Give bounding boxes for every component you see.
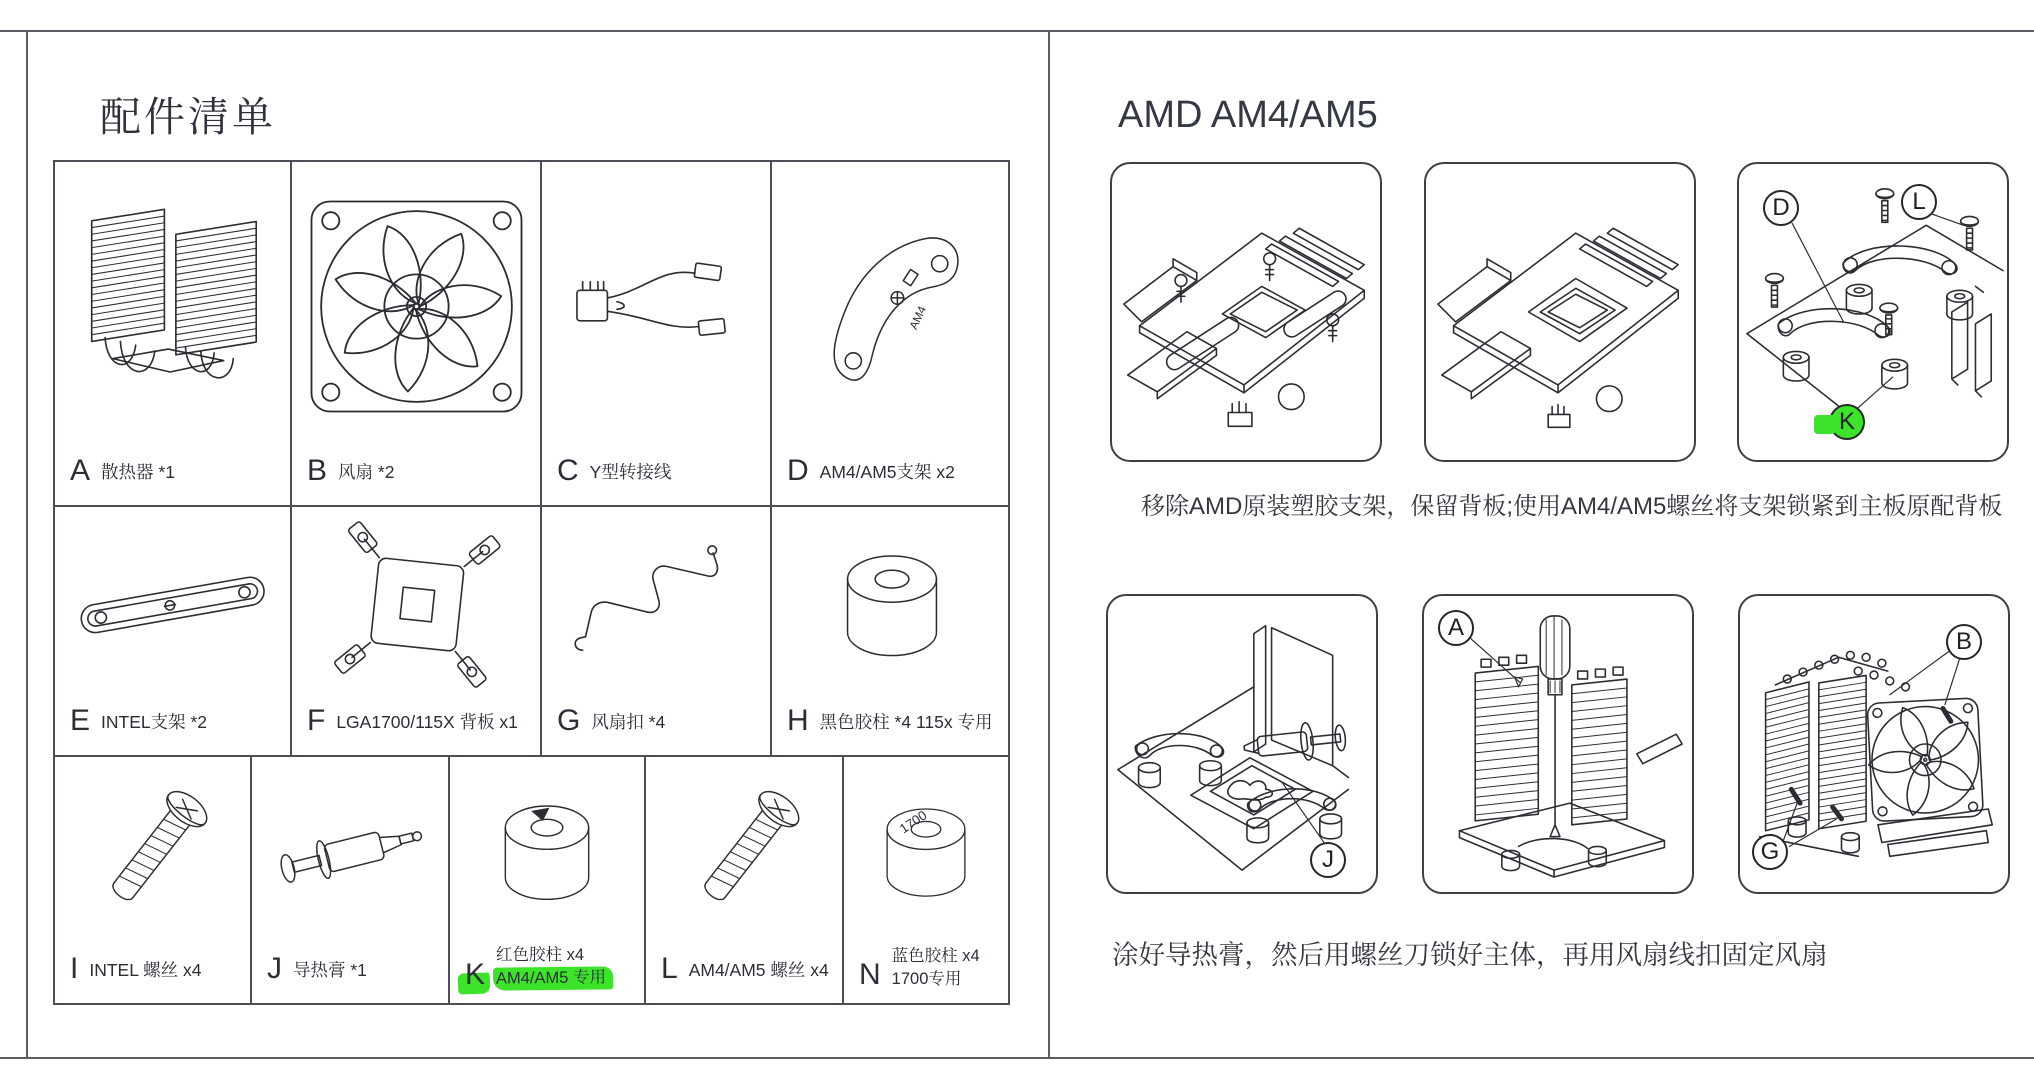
step2-panel-fan-mount bbox=[1738, 594, 2010, 894]
part-cell-k bbox=[450, 757, 646, 1003]
part-cell-i bbox=[55, 757, 252, 1003]
heatsink-icon bbox=[55, 162, 290, 450]
green-highlight: AM4/AM5 专用 bbox=[493, 966, 613, 991]
part-cell-l bbox=[646, 757, 844, 1003]
step2-panel-apply-paste bbox=[1106, 594, 1378, 894]
callout-k-highlighted: K bbox=[1829, 404, 1865, 440]
callout-d: D bbox=[1763, 190, 1799, 226]
fan-icon bbox=[292, 162, 540, 450]
callout-a: A bbox=[1438, 610, 1474, 646]
part-cell-n bbox=[844, 757, 1008, 1003]
part-cell-a bbox=[55, 162, 292, 507]
part-letter: L bbox=[661, 952, 678, 985]
step2-panel-screwdriver bbox=[1422, 594, 1694, 894]
part-desc: 风扇 *2 bbox=[338, 461, 395, 482]
step1-panel-install-bracket bbox=[1737, 162, 2009, 462]
black-standoff-icon bbox=[772, 507, 1010, 700]
top-rule bbox=[0, 30, 2034, 32]
y-splitter-cable-icon bbox=[542, 162, 770, 450]
am4-am5-screw-icon bbox=[646, 757, 842, 948]
part-desc: 蓝色胶柱 x4 1700专用 bbox=[891, 947, 980, 988]
part-desc: 黑色胶柱 *4 115x 专用 bbox=[819, 711, 993, 732]
part-desc: 导热膏 *1 bbox=[293, 959, 367, 980]
svg-text:AM4: AM4 bbox=[907, 304, 930, 332]
backplate-icon bbox=[292, 507, 540, 700]
part-letter: B bbox=[307, 454, 328, 487]
intel-screw-icon bbox=[55, 757, 250, 948]
part-letter: I bbox=[70, 952, 79, 985]
part-desc: INTEL支架 *2 bbox=[101, 711, 208, 732]
part-letter: N bbox=[859, 958, 881, 991]
part-letter: D bbox=[787, 454, 809, 487]
step1-panel-bare-socket bbox=[1424, 162, 1696, 462]
part-desc: INTEL 螺丝 x4 bbox=[89, 959, 202, 980]
part-cell-b bbox=[292, 162, 542, 507]
am4-am5-bracket-icon bbox=[772, 162, 1010, 450]
parts-grid bbox=[53, 160, 1010, 1005]
step1-caption: 移除AMD原装塑胶支架，保留背板;使用AM4/AM5螺丝将支架锁紧到主板原配背板 bbox=[1141, 493, 2003, 520]
motherboard-bare-socket-illustration bbox=[1426, 164, 1694, 460]
part-letter: E bbox=[70, 704, 91, 737]
part-letter: C bbox=[557, 454, 579, 487]
part-desc: 红色胶柱 x4 AM4/AM5 专用 bbox=[496, 944, 613, 990]
part-cell-c bbox=[542, 162, 772, 507]
motherboard-stock-bracket-illustration bbox=[1112, 164, 1380, 460]
left-edge-rule bbox=[26, 30, 28, 1057]
blue-standoff-icon bbox=[844, 757, 1008, 945]
parts-list-title: 配件清单 bbox=[100, 94, 276, 140]
callout-j: J bbox=[1310, 842, 1346, 878]
intel-bracket-icon bbox=[55, 507, 290, 700]
bottom-rule bbox=[0, 1057, 2034, 1059]
part-cell-d bbox=[772, 162, 1010, 507]
part-letter: H bbox=[787, 704, 809, 737]
part-desc: AM4/AM5支架 x2 bbox=[819, 461, 955, 482]
part-letter: J bbox=[267, 952, 282, 985]
part-cell-g bbox=[542, 507, 772, 757]
callout-g: G bbox=[1752, 834, 1788, 870]
part-letter: G bbox=[557, 704, 581, 737]
step1-panel-remove-bracket bbox=[1110, 162, 1382, 462]
part-desc: 风扇扣 *4 bbox=[591, 711, 666, 732]
amd-section-title: AMD AM4/AM5 bbox=[1118, 94, 1378, 136]
part-cell-f bbox=[292, 507, 542, 757]
part-cell-h bbox=[772, 507, 1010, 757]
part-cell-e bbox=[55, 507, 292, 757]
part-letter-highlighted: K bbox=[465, 958, 486, 991]
red-standoff-icon bbox=[450, 757, 644, 944]
part-desc: Y型转接线 bbox=[589, 461, 672, 482]
part-desc: 散热器 *1 bbox=[101, 461, 175, 482]
step2-caption: 涂好导热膏，然后用螺丝刀锁好主体，再用风扇线扣固定风扇 bbox=[1112, 940, 1828, 970]
center-divider bbox=[1048, 30, 1050, 1057]
part-cell-j bbox=[252, 757, 450, 1003]
part-desc: LGA1700/115X 背板 x1 bbox=[336, 711, 518, 732]
callout-l: L bbox=[1901, 184, 1937, 220]
svg-text:1700: 1700 bbox=[896, 807, 930, 837]
part-letter: F bbox=[307, 704, 326, 737]
thermal-paste-icon bbox=[252, 757, 448, 948]
part-letter: A bbox=[70, 454, 91, 487]
fan-clip-icon bbox=[542, 507, 770, 700]
callout-b: B bbox=[1946, 624, 1982, 660]
part-desc: AM4/AM5 螺丝 x4 bbox=[688, 959, 829, 980]
